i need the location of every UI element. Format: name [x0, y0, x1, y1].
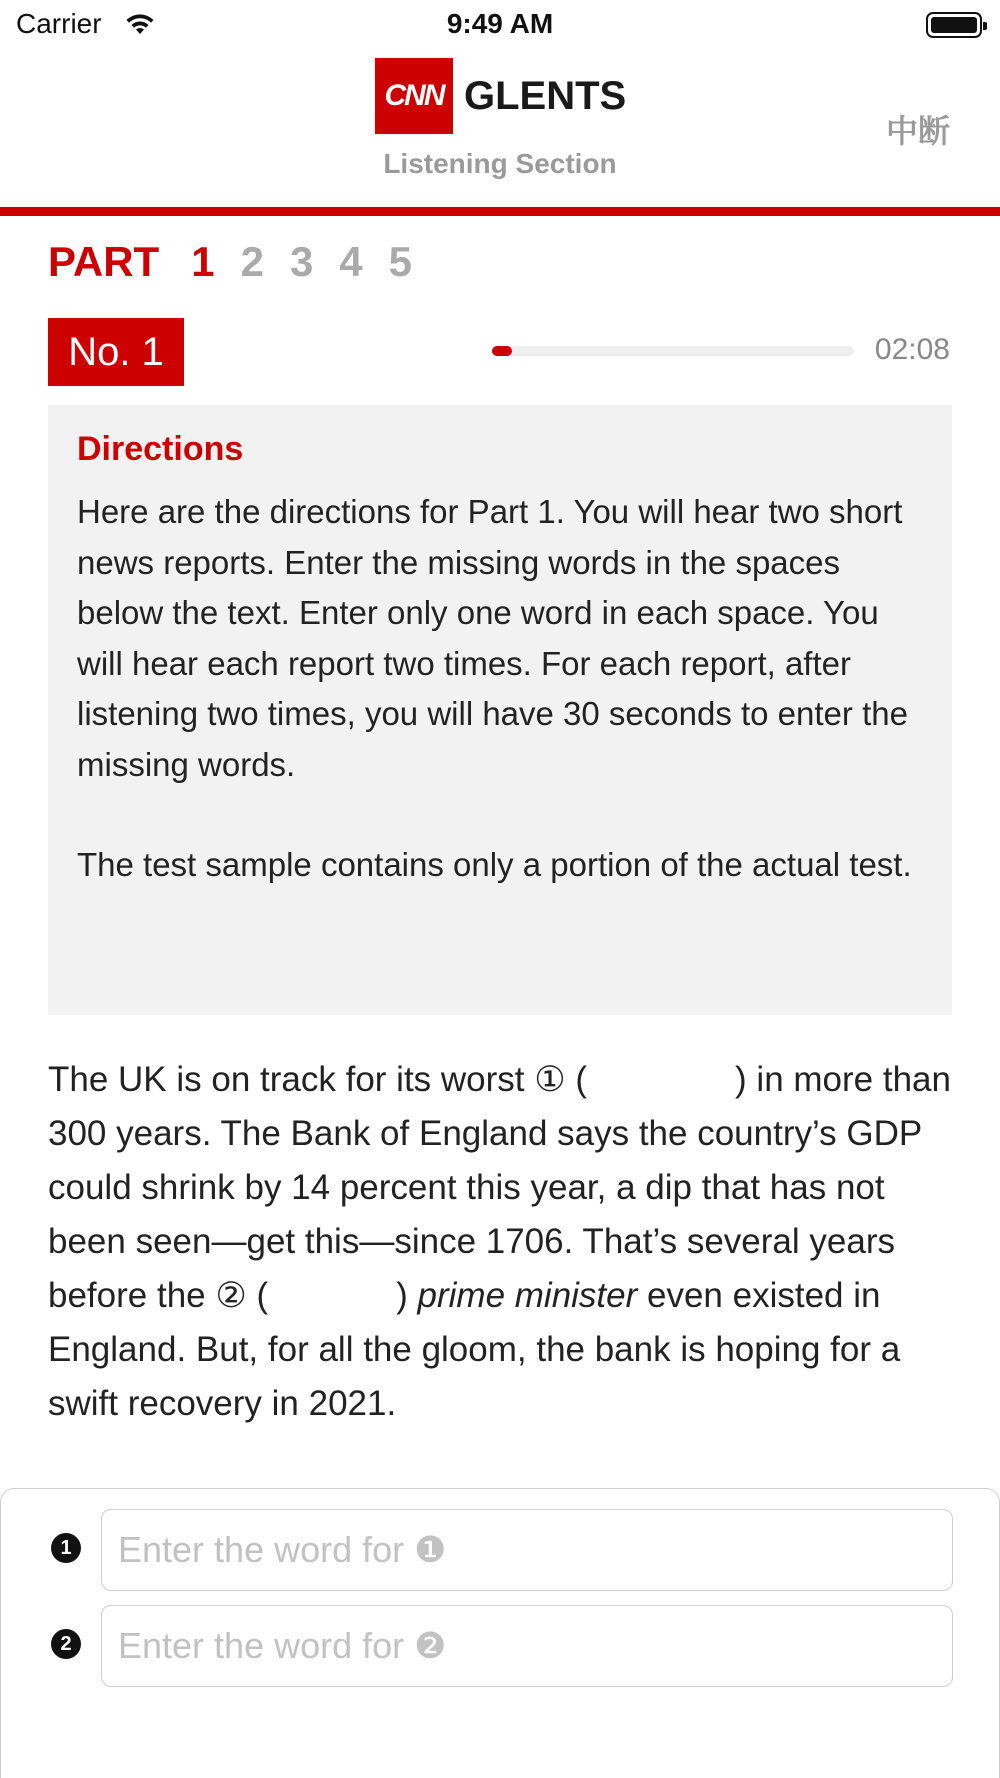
part-tab-3[interactable]: 3	[289, 238, 314, 285]
part-tab-1[interactable]: 1	[191, 238, 215, 285]
abort-button[interactable]: 中断	[886, 106, 950, 152]
answer-input-1[interactable]	[101, 1509, 953, 1591]
header-divider	[0, 207, 1000, 216]
directions-note: The test sample contains only a portion of the actual test.	[77, 846, 912, 883]
passage-italic: prime minister	[417, 1276, 638, 1315]
status-bar	[0, 0, 1000, 50]
directions-text: Here are the directions for Part 1. You will hear two short news reports. Enter the missing words in the spaces below the text. Enter only one word in each space. You will hear each report two times. For each report, after listening two times, you will have 30 seconds to enter the missing words.	[77, 493, 908, 783]
blank-marker: ②	[215, 1276, 247, 1315]
logo	[375, 58, 626, 134]
brand-name: GLENTS	[464, 73, 627, 118]
carrier-label: Carrier	[16, 8, 102, 39]
audio-progress-bar	[492, 346, 854, 356]
cnn-logo: CNN	[375, 58, 453, 134]
battery-icon	[926, 12, 982, 38]
passage-segment: even existed in England. But, for all the gloom, the bank is hoping for a swift recovery in 2021.	[48, 1276, 901, 1423]
directions-panel	[48, 405, 952, 1015]
answer-marker-1: 1	[51, 1533, 81, 1563]
part-tab-5[interactable]: 5	[388, 238, 413, 285]
app-header	[0, 50, 1000, 207]
passage-segment: in more than 300 years. The Bank of England says the country’s GDP could shrink by 14 percent this year, a dip that has not been seen—get this—since 1706. That’s several years before the	[48, 1060, 951, 1315]
part-tab-4[interactable]: 4	[339, 238, 363, 285]
answer-row	[1, 1605, 1000, 1687]
blank-2: ② ( )	[215, 1276, 408, 1315]
part-nav	[48, 238, 438, 286]
clock: 9:49 AM	[446, 8, 554, 39]
timer: 02:08	[874, 333, 950, 366]
part-label: PART	[48, 238, 160, 285]
blank-marker: ①	[534, 1060, 566, 1099]
answer-row	[1, 1509, 1000, 1591]
answer-marker-2: 2	[51, 1629, 81, 1659]
answer-panel	[0, 1488, 1000, 1778]
question-number-badge: No. 1	[48, 318, 184, 386]
passage-text	[48, 1053, 958, 1431]
audio-progress-fill	[492, 346, 512, 356]
part-tab-2[interactable]: 2	[240, 238, 264, 285]
answer-input-2[interactable]	[101, 1605, 953, 1687]
blank-1: ① ( )	[534, 1060, 747, 1099]
directions-title: Directions	[77, 430, 244, 468]
section-subtitle: Listening Section	[383, 148, 617, 179]
passage-segment: The UK is on track for its worst	[48, 1060, 535, 1099]
